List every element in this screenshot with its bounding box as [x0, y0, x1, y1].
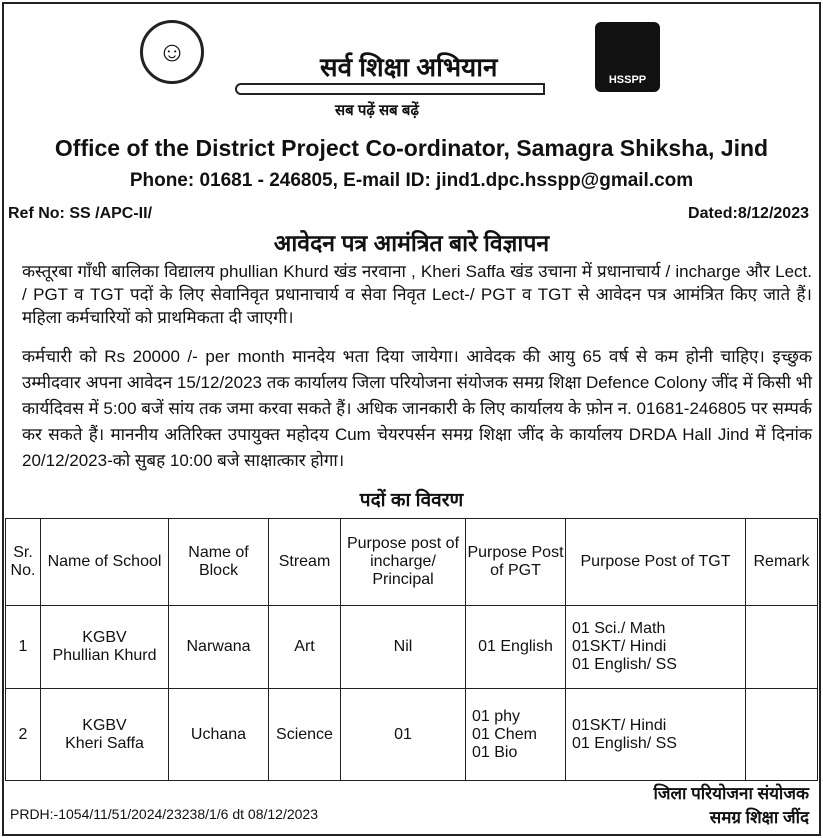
col-school: Name of School — [41, 519, 169, 606]
col-tgt: Purpose Post of TGT — [566, 519, 746, 606]
table-row — [6, 606, 818, 689]
pgt-line: 01 phy — [472, 707, 521, 725]
pencil-icon — [235, 83, 545, 95]
cell-tgt — [566, 606, 746, 689]
school-line: Phullian Khurd — [52, 647, 157, 664]
footer-ref: PRDH:-1054/11/51/2024/23238/1/6 dt 08/12/2023 — [10, 806, 318, 822]
cell-block: Narwana — [169, 606, 269, 689]
ref-number: Ref No: SS /APC-II/ — [8, 205, 153, 222]
table-row — [6, 689, 818, 781]
paragraph-2: कर्मचारी को Rs 20000 /- per month मानदेय भता दिया जायेगा। आवेदक की आयु 65 वर्ष से कम होनी चाहिए। इच्छुक उम्मीदवार अपना आवेदन 15/12/2023 तक कार्यालय जिला परियोजना संयोजक समग्र शिक्षा Defence Colony जींद में किसी भी कार्यदिवस में 5:00 बजें सांय तक जमा करवा सकते हैं। अधिक जानकारी के लिए कार्यालय के फ़ोन न. 01681-246805 पर सम्पर्क कर सकते हैं। माननीय अतिरिक्त उपायुक्त महोदय Cum चेयरपर्सन समग्र शिक्षा जींद के कार्यालय DRDA Hall Jind में दिनांक 20/12/2023-को सुबह 10:00 बजे साक्षात्कार होगा। — [22, 347, 812, 470]
signature-line: समग्र शिक्षा जींद — [709, 808, 809, 827]
ssa-tagline: सब पढ़ें सब बढ़ें — [335, 102, 419, 119]
table-header-row — [6, 519, 818, 606]
ssa-logo — [225, 8, 555, 118]
cell-sr: 2 — [6, 689, 41, 781]
cell-sr: 1 — [6, 606, 41, 689]
col-stream: Stream — [269, 519, 341, 606]
school-line: KGBV — [82, 629, 127, 646]
hsspp-logo: HSSPP — [595, 22, 660, 92]
cell-pgt — [466, 689, 566, 781]
col-block: Name of Block — [169, 519, 269, 606]
signature-block — [653, 782, 809, 830]
girl-logo-icon: ☺ — [140, 20, 204, 84]
cell-incharge: 01 — [341, 689, 466, 781]
school-line: KGBV — [82, 716, 127, 734]
cell-stream: Art — [269, 606, 341, 689]
signature-line: जिला परियोजना संयोजक — [653, 784, 809, 803]
col-remark: Remark — [746, 519, 818, 606]
tgt-line: 01SKT/ Hindi — [572, 716, 667, 734]
col-sr: Sr. No. — [6, 519, 41, 606]
pgt-line: 01 Bio — [472, 743, 518, 761]
col-incharge: Purpose post of incharge/ Principal — [341, 519, 466, 606]
paragraph-1: कस्तूरबा गाँधी बालिका विद्यालय phullian Khurd खंड नरवाना , Kheri Saffa खंड उचाना में प्रधानाचार्य / incharge और Lect. / PGT व TGT पदों के लिए सेवानिवृत प्रधानाचार्य व सेवा निवृत Lect-/ PGT व TGT से आवेदन पत्र आमंत्रित किए जाते हैं। महिला कर्मचारियों को प्राथमिकता दी जाएगी। — [22, 262, 812, 327]
cell-pgt: 01 English — [466, 606, 566, 689]
cell-incharge: Nil — [341, 606, 466, 689]
cell-tgt — [566, 689, 746, 781]
tgt-line: 01 English/ SS — [572, 656, 677, 673]
date: Dated:8/12/2023 — [688, 205, 809, 222]
col-pgt: Purpose Post of PGT — [466, 519, 566, 606]
cell-stream: Science — [269, 689, 341, 781]
posts-table — [5, 518, 818, 781]
contact-line: Phone: 01681 - 246805, E-mail ID: jind1.dpc.hsspp@gmail.com — [129, 170, 694, 191]
tgt-line: 01SKT/ Hindi — [572, 638, 667, 655]
notice-heading: आवेदन पत्र आमंत्रित बारे विज्ञापन — [273, 230, 550, 256]
tgt-line: 01 Sci./ Math — [572, 620, 666, 637]
cell-remark — [746, 689, 818, 781]
office-title: Office of the District Project Co-ordinator, Samagra Shiksha, Jind — [54, 135, 769, 161]
pgt-line: 01 Chem — [472, 725, 537, 743]
cell-school — [41, 689, 169, 781]
ssa-title: सर्व शिक्षा अभियान — [320, 52, 498, 82]
cell-block: Uchana — [169, 689, 269, 781]
cell-remark — [746, 606, 818, 689]
tgt-line: 01 English/ SS — [572, 734, 677, 752]
school-line: Kheri Saffa — [65, 734, 144, 752]
cell-school — [41, 606, 169, 689]
table-title: पदों का विवरण — [359, 490, 464, 511]
